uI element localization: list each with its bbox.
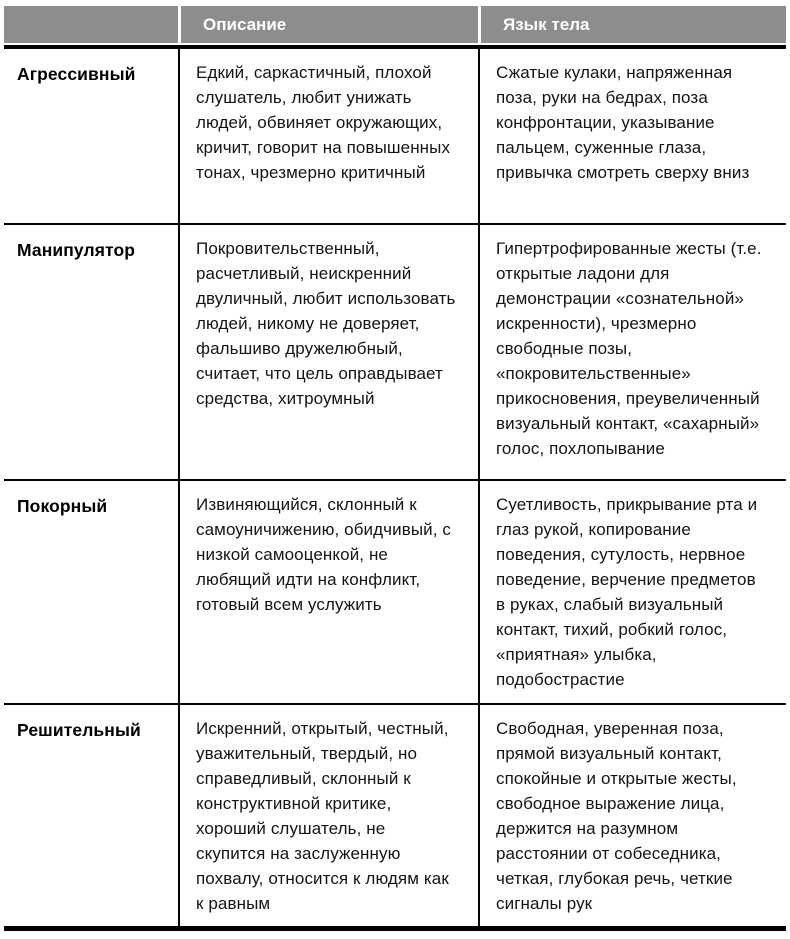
table-row-manipulator [4,223,786,479]
body-language-cell: Суетливость, прикрывание рта и глаз рукой, копирование поведения, сутулость, нервное поведение, верчение предметов в руках, слабый визуальный контакт, тихий, робкий голос, «приятная» улыбка, подобострастие [478,481,786,703]
table-header-row [4,6,786,43]
description-cell: Едкий, саркастичный, плохой слушатель, любит унижать людей, обвиняет окружающих, кричит, говорит на повышенных тонах, чрезмерно критичный [178,49,478,223]
communication-styles-table [4,6,786,931]
row-label: Манипулятор [17,240,136,260]
header-cell-body-language: Язык тела [478,6,786,43]
table-body [4,45,786,931]
row-label: Агрессивный [17,64,136,84]
table-row-submissive [4,479,786,703]
table-row-assertive [4,703,786,926]
body-language-cell: Свободная, уверенная поза, прямой визуальный контакт, спокойные и открытые жесты, свободное выражение лица, держится на разумном расстоянии от собеседника, четкая, глубокая речь, четкие сигналы рук [478,705,786,926]
description-cell: Искренний, открытый, честный, уважительный, твердый, но справедливый, склонный к конструктивной критике, хороший слушатель, не скупится на заслуженную похвалу, относится к людям как к равным [178,705,478,926]
row-label: Решительный [17,720,141,740]
description-cell: Покровительственный, расчетливый, неискренний двуличный, любит использовать людей, никому не доверяет, фальшиво дружелюбный, считает, что цель оправдывает средства, хитроумный [178,225,478,479]
description-cell: Извиняющийся, склонный к самоуничижению, обидчивый, с низкой самооценкой, не любящий идти на конфликт, готовый всем услужить [178,481,478,703]
body-language-cell: Гипертрофированные жесты (т.е. открытые ладони для демонстрации «сознательной» искренности), чрезмерно свободные позы, «покровительственные» прикосновения, преувеличенный визуальный контакт, «сахарный» голос, похлопывание [478,225,786,479]
body-language-cell: Сжатые кулаки, напряженная поза, руки на бедрах, поза конфронтации, указывание пальцем, суженные глаза, привычка смотреть сверху вниз [478,49,786,223]
table-row-aggressive [4,49,786,223]
row-label: Покорный [17,496,108,516]
header-cell-description: Описание [178,6,478,43]
header-cell-style [4,6,178,43]
